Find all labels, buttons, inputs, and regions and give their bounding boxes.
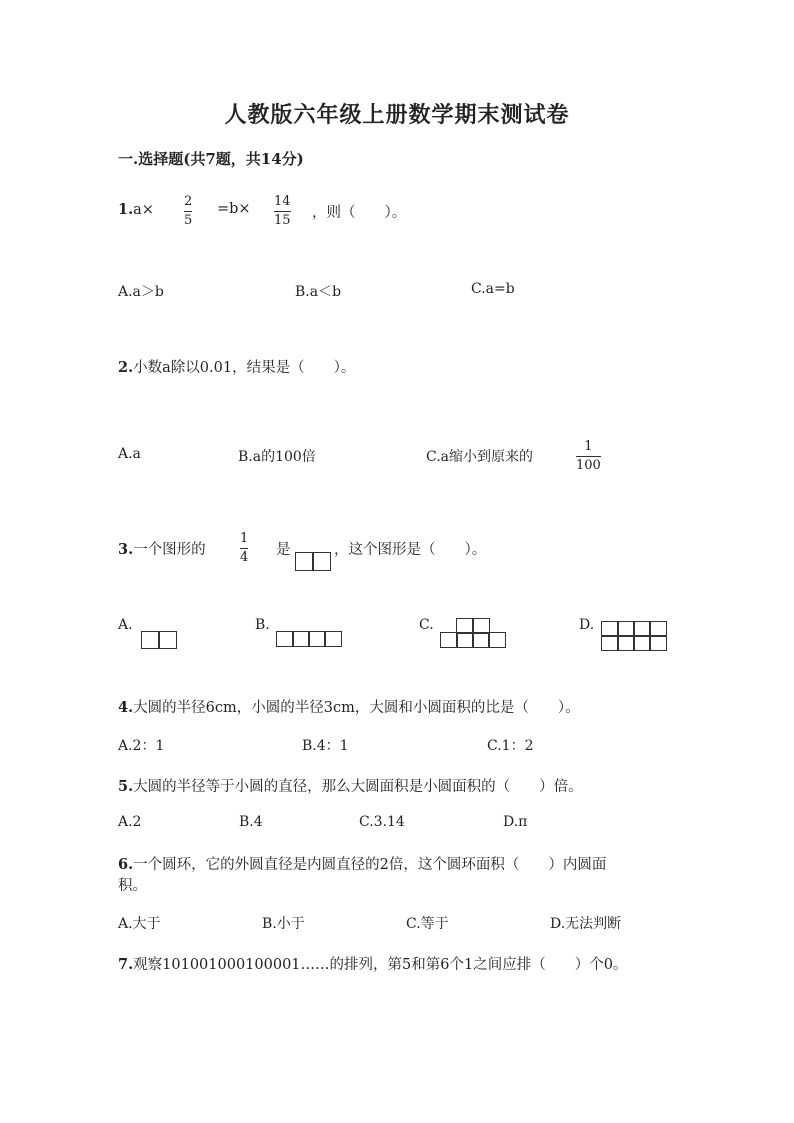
option-a[interactable]: A.2：1 — [118, 738, 165, 754]
question-text: 大圆的半径等于小圆的直径，那么大圆面积是小圆面积的（ ）倍。 — [133, 779, 583, 795]
page-title: 人教版六年级上册数学期末测试卷 — [224, 102, 570, 128]
question-text: 一个圆环，它的外圆直径是内圆直径的2倍，这个圆环面积（ ）内圆面 — [133, 857, 607, 873]
option-a[interactable]: A.2 — [118, 814, 142, 830]
figure-option-d[interactable] — [602, 622, 666, 650]
question-text: 一个图形的 — [133, 542, 206, 558]
question-text: 小数a除以0.01，结果是（ ）。 — [133, 360, 356, 376]
option-b[interactable]: B.小于 — [262, 916, 305, 932]
question-text: ，这个图形是（ ）。 — [334, 542, 487, 558]
question-number: 6. — [118, 856, 134, 873]
option-c[interactable]: C.3.14 — [359, 814, 405, 830]
question-4 — [118, 696, 580, 717]
fraction-1-100 — [576, 439, 601, 474]
option-c[interactable]: C.等于 — [406, 916, 449, 932]
fraction-denominator: 15 — [274, 213, 291, 228]
option-b[interactable]: B.a＜b — [295, 284, 342, 300]
question-number: 7. — [118, 956, 134, 973]
question-1 — [118, 201, 154, 218]
figure-option-a[interactable] — [142, 632, 176, 648]
question-3 — [118, 538, 206, 559]
question-6 — [118, 853, 606, 874]
question-number: 4. — [118, 699, 134, 716]
fraction-denominator: 4 — [240, 550, 249, 565]
option-c[interactable]: C.a缩小到原来的 — [426, 449, 534, 465]
option-c[interactable]: C.1：2 — [487, 738, 534, 754]
fraction-1-4 — [240, 531, 248, 566]
option-c[interactable]: C. — [419, 617, 434, 633]
fraction-bar — [274, 211, 291, 212]
fraction-14-15 — [274, 194, 291, 229]
fraction-numerator: 2 — [184, 194, 193, 209]
fraction-bar — [240, 548, 248, 549]
figure-two-squares — [296, 553, 330, 570]
question-7 — [118, 953, 627, 974]
question-text: 是 — [276, 542, 291, 558]
section-heading: 一.选择题(共7题，共14分) — [118, 150, 304, 168]
option-a[interactable]: A.a＞b — [118, 284, 164, 300]
fraction-2-5 — [184, 194, 192, 229]
option-d[interactable]: D.无法判断 — [550, 916, 622, 932]
question-text: ，则（ ）。 — [312, 205, 407, 221]
option-b[interactable]: B. — [255, 617, 270, 633]
option-b[interactable]: B.4 — [239, 814, 263, 830]
question-number: 3. — [118, 541, 134, 558]
question-number: 1. — [118, 201, 134, 218]
option-a[interactable]: A.a — [118, 446, 141, 462]
fraction-denominator: 100 — [576, 458, 601, 473]
figure-option-b[interactable] — [277, 632, 341, 646]
option-d[interactable]: D.π — [503, 814, 528, 830]
question-text: 大圆的半径6cm，小圆的半径3cm，大圆和小圆面积的比是（ ）。 — [133, 700, 580, 716]
figure-option-c[interactable] — [441, 619, 505, 647]
question-number: 2. — [118, 359, 134, 376]
question-number: 5. — [118, 778, 134, 795]
fraction-denominator: 5 — [184, 213, 193, 228]
option-d[interactable]: D. — [579, 617, 595, 633]
fraction-bar — [184, 211, 192, 212]
question-text: =b× — [217, 201, 251, 217]
option-c[interactable]: C.a=b — [471, 281, 515, 297]
question-text-continued: 积。 — [118, 878, 147, 894]
question-5 — [118, 775, 583, 796]
fraction-numerator: 1 — [240, 531, 249, 546]
option-a[interactable]: A.大于 — [118, 916, 161, 932]
question-text: a× — [133, 202, 154, 218]
fraction-bar — [576, 456, 601, 457]
option-b[interactable]: B.4：1 — [302, 738, 349, 754]
fraction-numerator: 1 — [584, 439, 593, 454]
option-b[interactable]: B.a的100倍 — [238, 449, 316, 465]
question-text: 观察101001000100001……的排列，第5和第6个1之间应排（ ）个0。 — [133, 957, 628, 973]
question-2 — [118, 356, 355, 377]
option-a[interactable]: A. — [118, 617, 133, 633]
fraction-numerator: 14 — [274, 194, 291, 209]
